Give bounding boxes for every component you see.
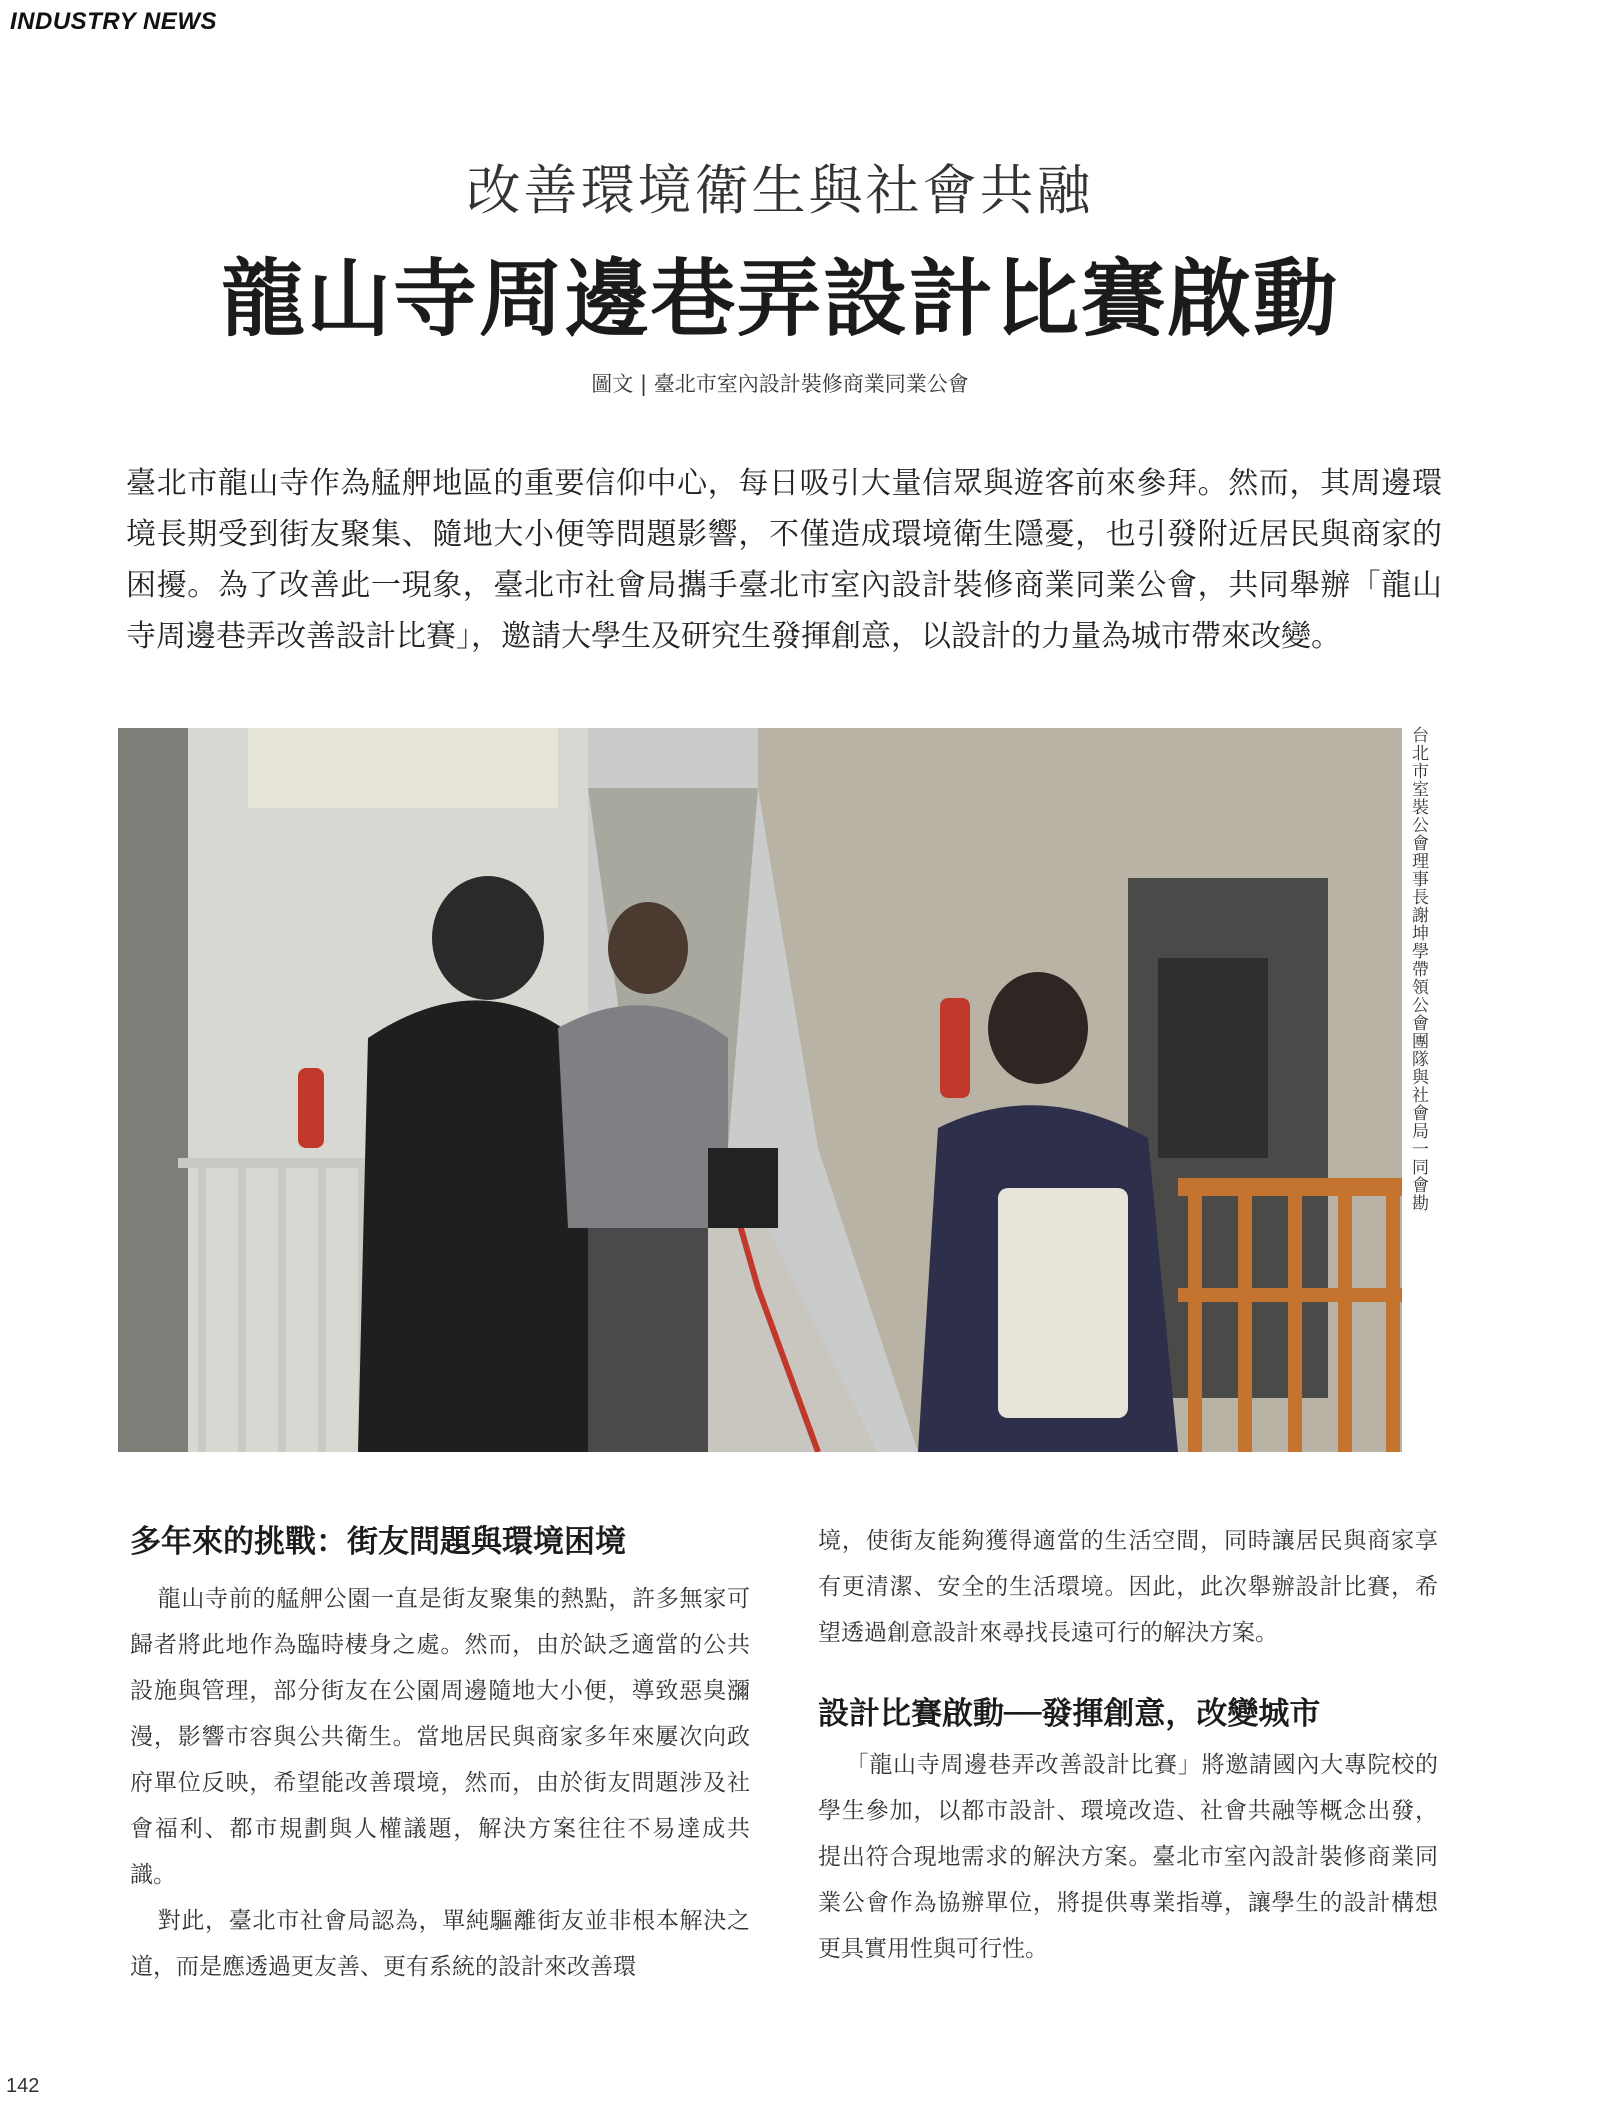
section-heading-competition: 設計比賽啟動──發揮創意，改變城市 (818, 1696, 1321, 1732)
body-paragraph: 對此，臺北市社會局認為，單純驅離街友並非根本解決之道，而是應透過更友善、更有系統的設計來改善環 (130, 1908, 750, 1980)
article-subtitle: 改善環境衛生與社會共融 (466, 159, 1094, 222)
column-left (130, 1518, 750, 1990)
lead-paragraph: 臺北市龍山寺作為艋舺地區的重要信仰中心，每日吸引大量信眾與遊客前來參拜。然而，其周邊環境長期受到街友聚集、隨地大小便等問題影響，不僅造成環境衛生隱憂，也引發附近居民與商家的困擾。為了改善此一現象，臺北市社會局攜手臺北市室內設計裝修商業同業公會，共同舉辦「龍山寺周邊巷弄改善設計比賽」，邀請大學生及研究生發揮創意，以設計的力量為城市帶來改變。 (126, 466, 1442, 654)
body-paragraph: 龍山寺前的艋舺公園一直是街友聚集的熱點，許多無家可歸者將此地作為臨時棲身之處。然而，由於缺乏適當的公共設施與管理，部分街友在公園周邊隨地大小便，導致惡臭瀰漫，影響市容與公共衛生。當地居民與商家多年來屢次向政府單位反映，希望能改善環境，然而，由於街友問題涉及社會福利、都市規劃與人權議題，解決方案往往不易達成共識。 (130, 1586, 750, 1888)
photo-caption: 台北市室裝公會理事長謝坤學帶領公會團隊與社會局一同會勘 (1408, 726, 1428, 1212)
body-paragraph: 「龍山寺周邊巷弄改善設計比賽」將邀請國內大專院校的學生參加，以都市設計、環境改造、社會共融等概念出發，提出符合現地需求的解決方案。臺北市室內設計裝修商業同業公會作為協辦單位，將提供專業指導，讓學生的設計構想更具實用性與可行性。 (818, 1752, 1438, 1962)
body-paragraph: 境，使街友能夠獲得適當的生活空間，同時讓居民與商家享有更清潔、安全的生活環境。因此，此次舉辦設計比賽，希望透過創意設計來尋找長遠可行的解決方案。 (818, 1528, 1438, 1646)
section-label: INDUSTRY NEWS (10, 8, 217, 35)
article-photo (118, 728, 1402, 1452)
article-credit: 圖文 | 臺北市室內設計裝修商業同業公會 (591, 372, 969, 396)
column-right (818, 1518, 1438, 1972)
page-number: 142 (6, 2075, 40, 2097)
section-heading-challenge: 多年來的挑戰：街友問題與環境困境 (130, 1524, 626, 1560)
article-title: 龍山寺周邊巷弄設計比賽啟動 (220, 250, 1339, 348)
